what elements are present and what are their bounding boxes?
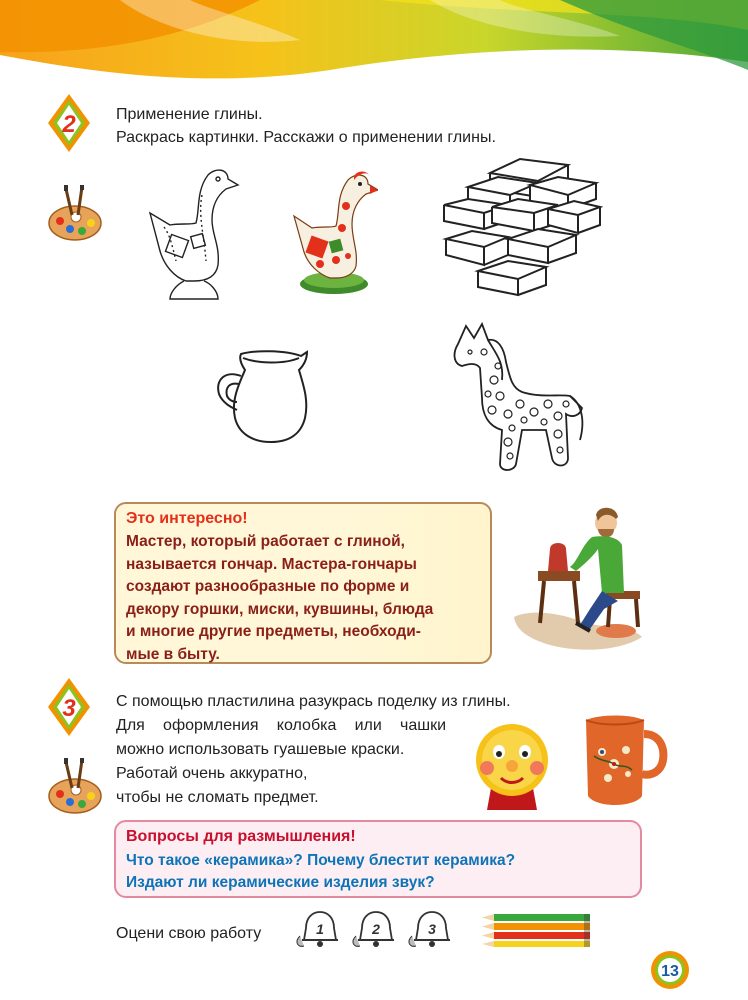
task-2-title: Применение глины. — [116, 106, 263, 123]
interesting-line: создают разнообразные по форме и — [126, 578, 410, 595]
task-3-badge — [46, 676, 92, 738]
task-3-number: 3 — [62, 695, 76, 722]
bell-number: 3 — [428, 921, 436, 937]
interesting-line: Мастер, который работает с глиной, — [126, 533, 405, 550]
task-3-line: чтобы не сломать предмет. — [116, 789, 319, 806]
goose-outline-image — [146, 165, 241, 305]
interesting-text — [126, 531, 484, 666]
page-number-badge — [650, 950, 690, 990]
palette-icon — [46, 758, 104, 816]
bricks-image — [438, 155, 603, 300]
palette-icon — [46, 185, 104, 243]
header-banner — [0, 0, 748, 100]
potter-image — [510, 505, 645, 655]
interesting-line: мые в быту. — [126, 645, 220, 663]
task-3-line: Для оформления колобка или чашки — [116, 717, 446, 734]
question-line: Что такое «керамика»? Почему блестит керамика? — [126, 852, 516, 869]
kolobok-image — [465, 718, 560, 813]
bell-icon[interactable] — [352, 910, 400, 952]
bell-number: 1 — [316, 921, 324, 937]
goose-colored-image — [290, 168, 378, 298]
self-assessment-label: Оцени свою работу — [116, 925, 262, 942]
interesting-line: называется гончар. Мастера-гончары — [126, 555, 417, 573]
pencils-icon — [480, 912, 594, 948]
task-3-line: Работай очень аккуратно, — [116, 765, 308, 782]
task-2-instruction: Раскрась картинки. Расскажи о применении глины. — [116, 129, 496, 146]
jug-image — [215, 348, 315, 448]
task-3-line: С помощью пластилина разукрась поделку из глины. — [116, 693, 511, 710]
task-2-number: 2 — [62, 111, 76, 138]
bell-icon[interactable] — [408, 910, 456, 952]
horse-image — [448, 318, 588, 478]
interesting-line: и многие другие предметы, необходи- — [126, 623, 421, 640]
questions-heading: Вопросы для размышления! — [126, 828, 356, 845]
ceramic-mug-image — [578, 712, 668, 812]
task-2-badge — [46, 92, 92, 154]
page-number: 13 — [661, 963, 679, 980]
bell-number: 2 — [372, 921, 380, 937]
question-line: Издают ли керамические изделия звук? — [126, 874, 435, 891]
interesting-heading: Это интересно! — [126, 510, 248, 527]
task-3-line: можно использовать гуашевые краски. — [116, 741, 405, 758]
bell-icon[interactable] — [296, 910, 344, 952]
interesting-line: декору горшки, миски, кувшины, блюда — [126, 600, 434, 618]
